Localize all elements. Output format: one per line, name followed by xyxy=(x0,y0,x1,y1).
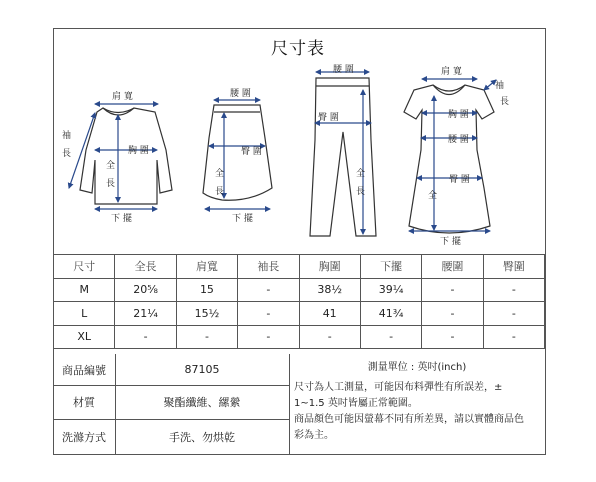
skirt-hip-label: 臀 圍 xyxy=(241,147,262,157)
value-cell: - xyxy=(422,325,483,349)
pants-length-label-a: 全 xyxy=(356,169,366,179)
value-cell: - xyxy=(483,325,544,349)
note-line-1: 尺寸為人工測量，可能因布料彈性有所誤差，± xyxy=(294,382,503,393)
size-cell: L xyxy=(54,302,115,326)
dress-hem-label: 下 擺 xyxy=(440,237,461,247)
top-sleeve-label-a: 袖 xyxy=(62,131,72,141)
value-cell: - xyxy=(483,278,544,302)
dress-sleeve-label-a: 袖 xyxy=(495,81,505,91)
pants-hip-label: 臀 圍 xyxy=(318,113,339,123)
top-length-label-a: 全 xyxy=(106,161,116,171)
header-cell: 全長 xyxy=(115,255,176,279)
top-hem-label: 下 擺 xyxy=(111,214,132,224)
value-cell: 41 xyxy=(299,302,360,326)
note-line-4: 彩為主。 xyxy=(294,430,334,441)
skirt-waist-label: 腰 圍 xyxy=(230,89,251,99)
note-line-2: 1~1.5 英吋皆屬正常範圍。 xyxy=(294,398,418,409)
value-cell: 38½ xyxy=(299,278,360,302)
header-cell: 肩寬 xyxy=(176,255,237,279)
value-cell: 41¾ xyxy=(360,302,421,326)
value-cell: - xyxy=(299,325,360,349)
value-cell: - xyxy=(115,325,176,349)
value-cell: 15½ xyxy=(176,302,237,326)
product-id-value: 87105 xyxy=(184,363,220,376)
top-shoulder-label: 肩 寬 xyxy=(112,92,133,102)
value-cell: 20⅝ xyxy=(115,278,176,302)
value-cell: - xyxy=(483,302,544,326)
value-cell: 15 xyxy=(176,278,237,302)
header-cell: 腰圍 xyxy=(422,255,483,279)
value-cell: - xyxy=(176,325,237,349)
header-cell: 袖長 xyxy=(238,255,299,279)
wash-label: 洗滌方式 xyxy=(62,430,106,444)
material-value: 聚酯纖維、縲縈 xyxy=(163,396,241,409)
dress-hip-label: 臀 圍 xyxy=(449,175,470,185)
dress-chest-label: 胸 圍 xyxy=(448,110,469,120)
pants-waist-label: 腰 圍 xyxy=(333,65,354,75)
header-cell: 下擺 xyxy=(360,255,421,279)
material-label: 材質 xyxy=(73,396,95,409)
dress-shoulder-label: 肩 寬 xyxy=(441,67,462,77)
value-cell: - xyxy=(422,302,483,326)
header-cell: 尺寸 xyxy=(54,255,115,279)
product-id-label: 商品編號 xyxy=(62,363,106,377)
value-cell: - xyxy=(238,302,299,326)
value-cell: - xyxy=(360,325,421,349)
dress-sleeve-label-b: 長 xyxy=(500,97,510,107)
note-line-3: 商品顏色可能因螢幕不同有所差異，請以實體商品色 xyxy=(294,414,524,425)
value-cell: 39¼ xyxy=(360,278,421,302)
top-sleeve-label-b: 長 xyxy=(62,149,72,159)
page-title: 尺寸表 xyxy=(271,39,325,59)
skirt-hem-label: 下 擺 xyxy=(232,214,253,224)
top-chest-label: 胸 圍 xyxy=(128,146,149,156)
wash-value: 手洗、勿烘乾 xyxy=(169,430,235,444)
unit-note: 測量單位 : 英吋(inch) xyxy=(367,362,467,373)
value-cell: - xyxy=(422,278,483,302)
top-length-label-b: 長 xyxy=(106,179,116,189)
skirt-length-label-b: 長 xyxy=(215,187,225,197)
measurement-notes xyxy=(289,354,545,444)
dress-waist-label: 腰 圍 xyxy=(448,135,469,145)
size-cell: M xyxy=(54,278,115,302)
value-cell: - xyxy=(238,278,299,302)
value-cell: 21¼ xyxy=(115,302,176,326)
pants-length-label-b: 長 xyxy=(356,187,366,197)
size-cell: XL xyxy=(54,325,115,349)
value-cell: - xyxy=(238,325,299,349)
header-cell: 胸圍 xyxy=(299,255,360,279)
skirt-length-label-a: 全 xyxy=(215,169,225,179)
header-cell: 臀圍 xyxy=(483,255,544,279)
dress-length-label: 全 xyxy=(428,191,438,201)
